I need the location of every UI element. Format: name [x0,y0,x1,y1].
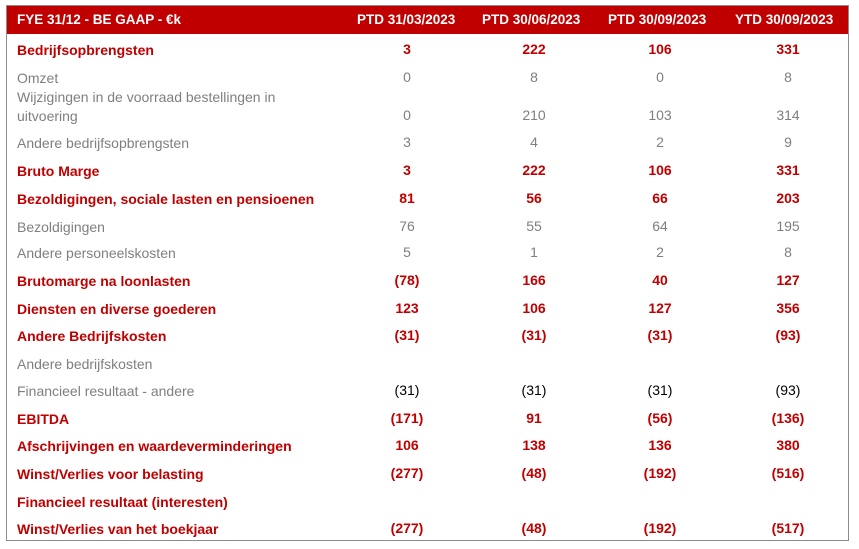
row-value: 136 [648,437,672,453]
row-label: Wijzigingen in de voorraad bestellingen in uitvoering [17,89,276,124]
row-value: (517) [771,520,805,536]
row-value: (31) [394,382,420,398]
row-value: (93) [775,327,801,343]
table-row-winst-voor-belasting [7,464,848,484]
row-label: Financieel resultaat - andere [17,383,195,399]
row-value: 210 [522,107,546,123]
table-row-financieel-resultaat-interesten [7,492,848,512]
row-label: Diensten en diverse goederen [17,301,217,317]
row-value: (48) [521,465,547,481]
row-value: (31) [647,382,673,398]
row-value: (31) [647,327,673,343]
row-value: 106 [395,437,419,453]
row-value: 8 [784,244,792,260]
row-label: Andere bedrijfskosten [17,356,153,372]
header-title: FYE 31/12 - BE GAAP - €k [17,12,182,27]
row-value: 138 [522,437,546,453]
table-row-bezoldigingen-sociale-lasten [7,189,848,209]
row-value: 0 [403,107,411,123]
row-label: Andere bedrijfsopbrengsten [17,135,190,151]
row-value: 8 [530,69,538,85]
row-value: (31) [394,327,420,343]
table-row-wijzigingen-voorraad [7,87,848,127]
row-value: 66 [652,190,668,206]
row-value: 331 [776,162,800,178]
row-label: Omzet [17,70,59,86]
table-row-brutomarge-na-loonlasten [7,271,848,291]
table-row-omzet [7,68,848,88]
row-value: 127 [776,272,800,288]
row-value: 55 [526,218,542,234]
row-value: 5 [403,244,411,260]
header-col-ptd-q3: PTD 30/09/2023 [608,12,707,27]
row-value: 203 [776,190,800,206]
row-value: 9 [784,134,792,150]
row-label: Bezoldigingen, sociale lasten en pensioenen [17,191,315,207]
row-label: Winst/Verlies van het boekjaar [17,521,219,537]
row-value: (48) [521,520,547,536]
row-value: (78) [394,272,420,288]
row-value: 356 [776,300,800,316]
row-value: (192) [643,520,677,536]
row-value: 106 [648,162,672,178]
row-label: Bezoldigingen [17,219,105,235]
row-value: 56 [526,190,542,206]
row-value: (516) [771,465,805,481]
row-value: 222 [522,41,546,57]
row-value: 76 [399,218,415,234]
row-value: (56) [647,410,673,426]
row-label: Winst/Verlies voor belasting [17,466,204,482]
row-value: 8 [784,69,792,85]
row-value: 314 [776,107,800,123]
row-value: 106 [522,300,546,316]
table-row-financieel-resultaat-andere [7,381,848,401]
row-value: 64 [652,218,668,234]
row-value: (192) [643,465,677,481]
row-value: (136) [771,410,805,426]
row-value: (31) [521,382,547,398]
table-row-andere-personeelskosten [7,243,848,263]
row-value: (31) [521,327,547,343]
row-value: 3 [403,162,411,178]
row-value: (93) [775,382,801,398]
row-value: 127 [648,300,672,316]
row-value: (277) [390,465,424,481]
row-label: Andere personeelskosten [17,245,176,261]
table-row-bruto-marge [7,161,848,181]
table-row-bezoldigingen [7,217,848,237]
table-header [7,6,848,34]
row-label: Andere Bedrijfskosten [17,328,167,344]
row-value: 2 [656,134,664,150]
row-value: 380 [776,437,800,453]
row-label: Afschrijvingen en waardeverminderingen [17,438,292,454]
table-row-winst-van-het-boekjaar [7,519,848,539]
row-value: 3 [403,41,411,57]
row-value: 106 [648,41,672,57]
header-col-ytd-q3: YTD 30/09/2023 [735,12,834,27]
row-value: (171) [390,410,424,426]
table-row-andere-bedrijfskosten [7,354,848,374]
table-row-andere-bedrijfsopbrengsten [7,133,848,153]
row-value: 40 [652,272,668,288]
row-value: 81 [399,190,415,206]
row-value: 1 [530,244,538,260]
row-value: 222 [522,162,546,178]
row-value: 4 [530,134,538,150]
row-value: 0 [403,69,411,85]
row-label: Financieel resultaat (interesten) [17,494,228,510]
table-row-bedrijfsopbrengsten [7,40,848,60]
row-value: 3 [403,134,411,150]
financial-table [6,5,849,541]
table-row-ebitda [7,409,848,429]
row-label: Brutomarge na loonlasten [17,273,191,289]
table-row-diensten-diverse-goederen [7,299,848,319]
row-value: 195 [776,218,800,234]
row-value: (277) [390,520,424,536]
table-row-afschrijvingen [7,436,848,456]
row-value: 123 [395,300,419,316]
table-row-andere-bedrijfskosten-total [7,326,848,346]
header-col-ptd-q1: PTD 31/03/2023 [357,12,456,27]
row-label: EBITDA [17,411,70,427]
row-value: 91 [526,410,542,426]
row-label: Bruto Marge [17,163,100,179]
row-value: 103 [648,107,672,123]
row-value: 0 [656,69,664,85]
header-col-ptd-q2: PTD 30/06/2023 [482,12,581,27]
row-value: 331 [776,41,800,57]
row-value: 2 [656,244,664,260]
row-label: Bedrijfsopbrengsten [17,42,154,58]
row-value: 166 [522,272,546,288]
